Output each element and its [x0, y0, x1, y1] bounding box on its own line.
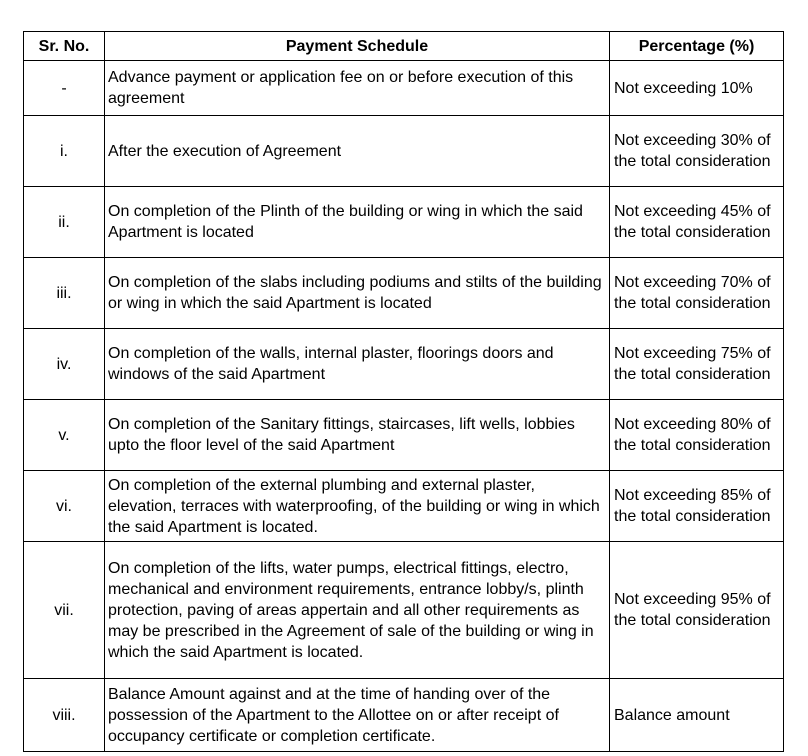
payment-schedule-table — [23, 31, 784, 752]
percentage-cell: Not exceeding 80% of the total consideration — [610, 400, 784, 471]
schedule-cell: After the execution of Agreement — [105, 116, 610, 187]
header-sr-no: Sr. No. — [24, 32, 105, 61]
schedule-cell: Advance payment or application fee on or before execution of this agreement — [105, 61, 610, 116]
table-row — [24, 400, 784, 471]
percentage-cell: Not exceeding 95% of the total consideration — [610, 542, 784, 679]
schedule-cell: On completion of the Plinth of the building or wing in which the said Apartment is located — [105, 187, 610, 258]
table-row — [24, 679, 784, 752]
schedule-cell: On completion of the walls, internal plaster, floorings doors and windows of the said Apartment — [105, 329, 610, 400]
table-row — [24, 258, 784, 329]
sr-no-cell: iii. — [24, 258, 105, 329]
table-row — [24, 329, 784, 400]
table-row — [24, 187, 784, 258]
sr-no-cell: viii. — [24, 679, 105, 752]
sr-no-cell: - — [24, 61, 105, 116]
sr-no-cell: vi. — [24, 471, 105, 542]
schedule-cell: On completion of the external plumbing and external plaster, elevation, terraces with waterproofing, of the building or wing in which the said Apartment is located. — [105, 471, 610, 542]
sr-no-cell: iv. — [24, 329, 105, 400]
table-row — [24, 61, 784, 116]
percentage-cell: Not exceeding 70% of the total consideration — [610, 258, 784, 329]
sr-no-cell: ii. — [24, 187, 105, 258]
header-row — [24, 32, 784, 61]
schedule-cell: On completion of the Sanitary fittings, staircases, lift wells, lobbies upto the floor level of the said Apartment — [105, 400, 610, 471]
sr-no-cell: v. — [24, 400, 105, 471]
percentage-cell: Not exceeding 85% of the total consideration — [610, 471, 784, 542]
table-row — [24, 471, 784, 542]
sr-no-cell: i. — [24, 116, 105, 187]
percentage-cell: Not exceeding 45% of the total consideration — [610, 187, 784, 258]
percentage-cell: Not exceeding 75% of the total consideration — [610, 329, 784, 400]
header-percentage: Percentage (%) — [610, 32, 784, 61]
table-row — [24, 116, 784, 187]
percentage-cell: Not exceeding 30% of the total consideration — [610, 116, 784, 187]
schedule-cell: Balance Amount against and at the time of handing over of the possession of the Apartment to the Allottee on or after receipt of occupancy certificate or completion certificate. — [105, 679, 610, 752]
sr-no-cell: vii. — [24, 542, 105, 679]
schedule-cell: On completion of the slabs including podiums and stilts of the building or wing in which the said Apartment is located — [105, 258, 610, 329]
schedule-cell: On completion of the lifts, water pumps, electrical fittings, electro, mechanical and environment requirements, entrance lobby/s, plinth protection, paving of areas appertain and all other requirements as may be prescribed in the Agreement of sale of the building or wing in which the said Apartment is located. — [105, 542, 610, 679]
percentage-cell: Not exceeding 10% — [610, 61, 784, 116]
percentage-cell: Balance amount — [610, 679, 784, 752]
header-payment-schedule: Payment Schedule — [105, 32, 610, 61]
table-row — [24, 542, 784, 679]
